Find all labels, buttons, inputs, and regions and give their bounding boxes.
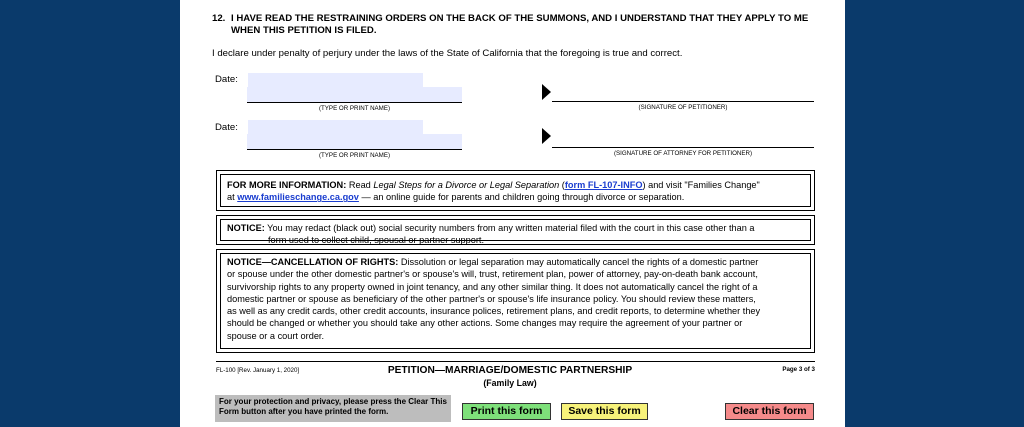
notice-heading: NOTICE:: [227, 223, 265, 233]
perjury-declaration: I declare under penalty of perjury under the laws of the State of California that the foregoing is true and correct.: [212, 48, 683, 59]
more-info-line-1: [227, 179, 804, 191]
name-caption: (TYPE OR PRINT NAME): [318, 105, 391, 112]
name-underline: [247, 102, 462, 103]
item-12: [212, 13, 822, 37]
text: — an online guide for parents and children going through divorce or separation.: [358, 192, 685, 203]
cancellation-box: [216, 249, 815, 353]
signature-caption: (SIGNATURE OF PETITIONER): [638, 104, 728, 111]
cancel-line: survivorship rights to any property owned in joint tenancy, and any other similar thing. It does not automatically cancel the right of a: [227, 281, 758, 292]
name-field[interactable]: [247, 87, 462, 102]
form-id: FL-100 [Rev. January 1, 2020]: [216, 367, 300, 374]
form-page: [180, 0, 845, 427]
notice-line-1: [227, 222, 804, 234]
signature-arrow-icon: [542, 84, 551, 100]
date-field[interactable]: [248, 73, 423, 87]
form-title: PETITION—MARRIAGE/DOMESTIC PARTNERSHIP: [387, 365, 633, 376]
text: at: [227, 192, 238, 203]
text: Dissolution or legal separation may automatically cancel the rights of a domestic partner: [398, 257, 759, 267]
cancellation-heading: NOTICE—CANCELLATION OF RIGHTS:: [227, 257, 399, 267]
cancel-line: domestic partner or spouse as beneficiary of the other partner's or spouse's life insurance policy. You should review these matters,: [227, 293, 756, 304]
more-info-box: [216, 170, 815, 211]
item-12-text: I HAVE READ THE RESTRAINING ORDERS ON THE BACK OF THE SUMMONS, AND I UNDERSTAND THAT THEY APPLY TO ME WHEN THIS PETITION IS FILED.: [231, 13, 809, 36]
form-fl-107-link[interactable]: form FL-107-INFO: [564, 180, 643, 190]
name-caption: (TYPE OR PRINT NAME): [318, 152, 391, 159]
text: You may redact (black out) social security numbers from any written material filed with the court in this case other than a: [264, 223, 755, 233]
name-underline: [247, 149, 462, 150]
cancel-line: as well as any credit cards, other credit accounts, insurance polices, retirement plans, and credit reports, to determine whether they: [227, 306, 761, 317]
text: Read: [346, 180, 374, 190]
signature-line[interactable]: [552, 147, 814, 148]
text: ) and visit "Families Change": [642, 180, 760, 190]
save-button[interactable]: Save this form: [561, 403, 648, 420]
cancel-line: [227, 256, 804, 268]
cancellation-inner: [220, 253, 811, 349]
signature-line[interactable]: [552, 101, 814, 102]
cancel-line: should be changed or whether you should take any other actions. Some changes may require the agreement of your partner or: [227, 318, 743, 329]
notice-box: [216, 215, 815, 245]
print-button[interactable]: Print this form: [462, 403, 551, 420]
notice-line-2: form used to collect child, spousal or partner support.: [268, 235, 485, 246]
clear-button[interactable]: Clear this form: [725, 403, 814, 420]
date-label: Date:: [215, 122, 238, 133]
signature-caption: (SIGNATURE OF ATTORNEY FOR PETITIONER): [613, 150, 753, 157]
page-number: Page 3 of 3: [782, 366, 815, 373]
notice-inner: [220, 219, 811, 246]
signature-arrow-icon: [542, 128, 551, 144]
more-info-inner: [220, 174, 811, 207]
footer-rule: [216, 361, 815, 362]
guide-title: Legal Steps for a Divorce or Legal Separation: [373, 180, 560, 190]
date-label: Date:: [215, 74, 238, 85]
item-number: 12.: [212, 13, 226, 24]
text: (: [559, 180, 565, 190]
form-subtitle: (Family Law): [483, 378, 537, 388]
families-change-link[interactable]: www.familieschange.ca.gov: [237, 192, 359, 203]
name-field[interactable]: [247, 134, 462, 149]
date-field[interactable]: [248, 120, 423, 134]
cancel-line: or spouse under the other domestic partner's or spouse's will, trust, retirement plan, power of attorney, pay-on-death bank account,: [227, 269, 758, 280]
cancel-line: spouse or a court order.: [227, 330, 325, 341]
more-info-line-2: [227, 191, 804, 203]
more-info-heading: FOR MORE INFORMATION:: [227, 180, 347, 190]
privacy-note: For your protection and privacy, please press the Clear This Form button after you have printed the form.: [215, 395, 451, 422]
